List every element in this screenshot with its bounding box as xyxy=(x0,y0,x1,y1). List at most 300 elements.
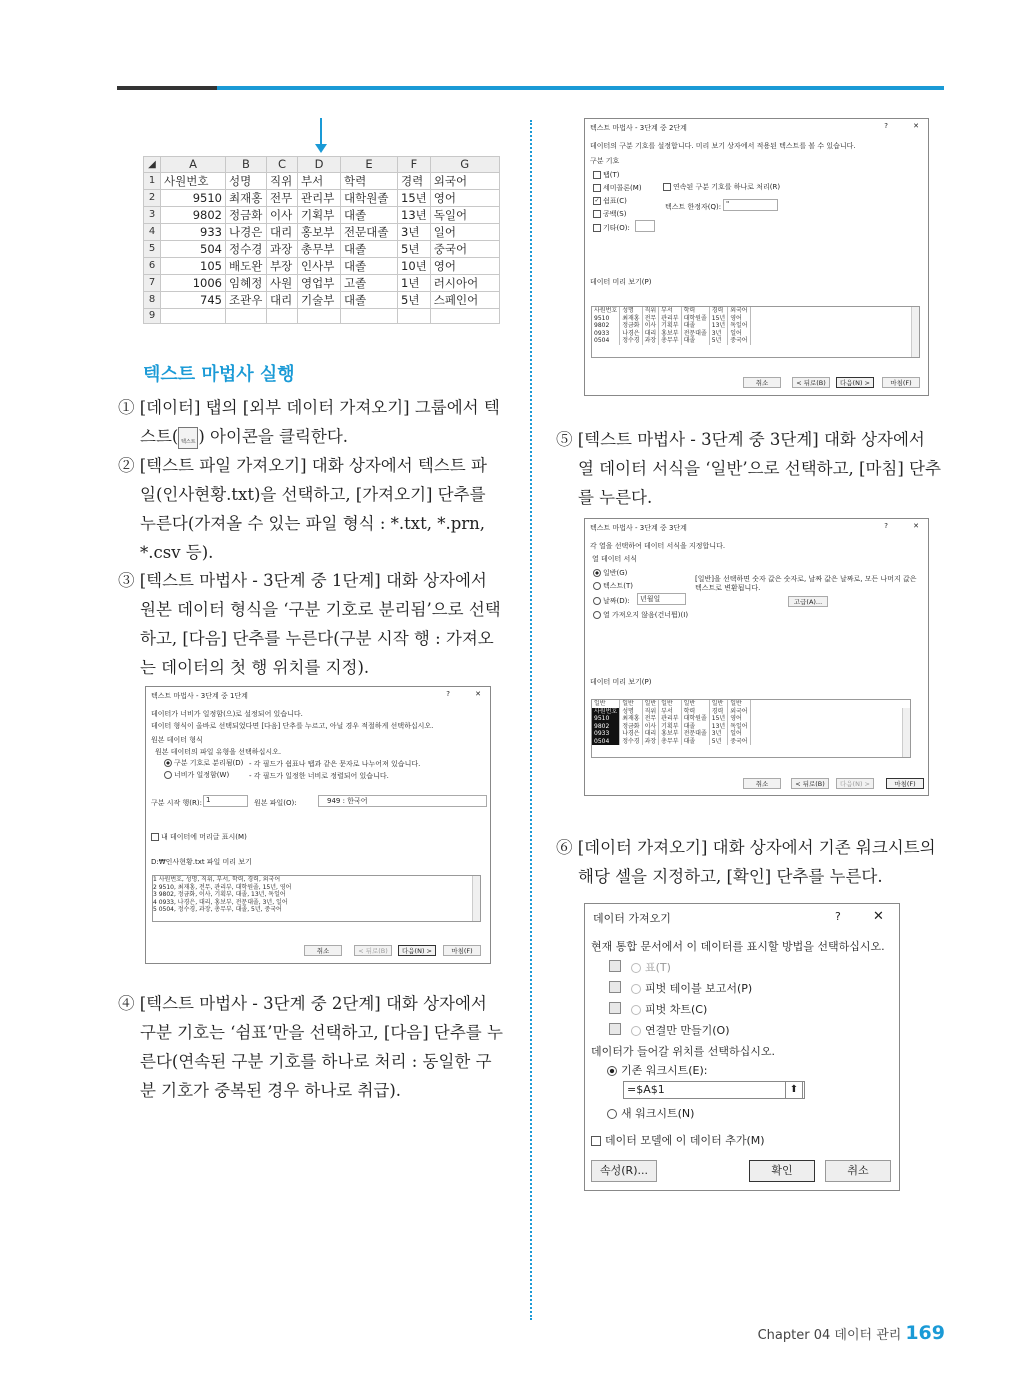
properties-button[interactable]: 속성(R)... xyxy=(591,1160,657,1182)
ok-button[interactable]: 확인 xyxy=(749,1160,815,1182)
step-text: ① [데이터] 탭의 [외부 데이터 가져오기] 그룹에서 텍 xyxy=(118,398,500,417)
back-button[interactable]: < 뒤로(B) xyxy=(354,945,392,956)
preview-cell: 나경은 xyxy=(620,730,642,738)
preview-cell: 기획부 xyxy=(659,723,681,731)
other-input[interactable] xyxy=(635,220,655,232)
preview-cell: 0504 xyxy=(592,337,620,345)
data-model-checkbox[interactable] xyxy=(591,1132,765,1148)
cell[interactable]: 대졸 xyxy=(341,291,398,308)
select-all-corner[interactable]: ◢ xyxy=(144,157,161,173)
cell[interactable]: 3년 xyxy=(398,223,431,240)
checkbox-label: 내 데이터에 머리글 표시(M) xyxy=(161,833,247,841)
advanced-button[interactable]: 고급(A)... xyxy=(788,596,828,607)
other-checkbox[interactable] xyxy=(593,223,630,233)
step-text: 를 누른다. xyxy=(578,488,653,507)
preview-cell: 이사 xyxy=(642,322,659,330)
table-row xyxy=(144,189,500,206)
finish-button[interactable]: 마침(F) xyxy=(886,778,924,789)
down-arrow-icon xyxy=(314,118,328,154)
pivot-chart-radio[interactable] xyxy=(631,1001,707,1017)
preview-label: D:₩인사현황.txt 파일 미리 보기 xyxy=(151,858,252,866)
cell[interactable]: 과장 xyxy=(267,240,298,257)
preview-cell: 직위 xyxy=(642,307,659,315)
cell[interactable]: 사원 xyxy=(267,274,298,291)
column-format-header[interactable]: 일반 xyxy=(592,700,620,708)
origin-select[interactable]: 949 : 한국어 xyxy=(318,795,487,807)
preview-cell: 정금화 xyxy=(620,723,642,731)
cell[interactable]: 총무부 xyxy=(298,240,341,257)
back-button[interactable]: < 뒤로(B) xyxy=(791,778,829,789)
table-row xyxy=(144,206,500,223)
cell[interactable] xyxy=(226,308,267,324)
preview-cell: 영어 xyxy=(728,315,750,323)
cell[interactable]: 대리 xyxy=(267,291,298,308)
preview-cell: 영어 xyxy=(728,715,750,723)
comma-checkbox[interactable] xyxy=(593,196,627,206)
step-text: ⑤ [텍스트 마법사 - 3단계 중 3단계] 대화 상자에서 xyxy=(556,430,925,449)
help-button[interactable]: ? xyxy=(835,910,841,923)
cell[interactable]: 부서 xyxy=(298,172,341,189)
cancel-button[interactable]: 취소 xyxy=(304,945,342,956)
prompt-text: 데이터가 들어갈 위치를 선택하십시오. xyxy=(591,1045,776,1058)
cell[interactable]: 관리부 xyxy=(298,189,341,206)
group-label: 원본 데이터 형식 xyxy=(151,736,203,744)
next-button[interactable]: 다음(N) > xyxy=(836,377,874,388)
preview-cell: 대졸 xyxy=(681,738,709,746)
cell[interactable]: 745 xyxy=(161,291,226,308)
data-preview[interactable] xyxy=(591,306,920,358)
preview-cell: 전문대졸 xyxy=(681,330,709,338)
preview-cell: 정금화 xyxy=(620,322,642,330)
cell[interactable]: 정수경 xyxy=(226,240,267,257)
row-header[interactable]: 3 xyxy=(144,206,161,223)
cell[interactable]: 조관우 xyxy=(226,291,267,308)
dialog-title: 데이터 가져오기 xyxy=(593,912,671,925)
cell[interactable]: 배도완 xyxy=(226,257,267,274)
cell[interactable]: 사원번호 xyxy=(161,172,226,189)
column-format-header[interactable]: 일반 xyxy=(659,700,681,708)
preview-cell: 9802 xyxy=(592,322,620,330)
cell[interactable]: 독일어 xyxy=(430,206,499,223)
checkbox-icon xyxy=(593,171,601,179)
radio-label: 일반(G) xyxy=(603,569,628,577)
table-row xyxy=(144,308,500,324)
column-header[interactable]: F xyxy=(398,157,431,173)
dialog-title: 텍스트 마법사 - 3단계 중 3단계 xyxy=(590,524,687,532)
preview-cell: 일어 xyxy=(728,730,750,738)
cell[interactable]: 영어 xyxy=(430,189,499,206)
checkbox-label: 기타(O): xyxy=(603,224,630,232)
radio-icon xyxy=(631,963,641,973)
date-radio[interactable] xyxy=(593,596,630,606)
data-preview[interactable] xyxy=(591,699,911,758)
cell[interactable]: 9510 xyxy=(161,189,226,206)
page-number: 169 xyxy=(905,1322,945,1344)
table-row xyxy=(144,223,500,240)
preview-cell: 0933 xyxy=(592,730,620,738)
cell[interactable] xyxy=(267,308,298,324)
preview-cell: 경력 xyxy=(709,708,727,716)
table-radio[interactable] xyxy=(631,959,671,975)
radio-icon xyxy=(164,759,172,767)
row-header[interactable]: 1 xyxy=(144,172,161,189)
preview-line: 3 9802, 정금화, 이사, 기획부, 대졸, 13년, 독일어 xyxy=(153,891,286,898)
cell[interactable]: 1년 xyxy=(398,274,431,291)
info-text: - 각 필드가 일정한 너비로 정렬되어 있습니다. xyxy=(249,772,389,780)
preview-cell: 3년 xyxy=(709,730,727,738)
connection-icon xyxy=(609,1023,621,1035)
close-icon[interactable]: ✕ xyxy=(913,522,919,530)
cell[interactable]: 홍보부 xyxy=(298,223,341,240)
qualifier-select[interactable]: " xyxy=(723,199,778,211)
start-row-input[interactable]: 1 xyxy=(203,795,248,807)
preview-cell: 독일어 xyxy=(728,723,750,731)
cancel-button[interactable]: 취소 xyxy=(743,778,781,789)
cell[interactable]: 933 xyxy=(161,223,226,240)
preview-cell: 대학원졸 xyxy=(681,715,709,723)
preview-cell: 외국어 xyxy=(728,307,750,315)
cell[interactable]: 1006 xyxy=(161,274,226,291)
preview-cell: 15년 xyxy=(709,315,727,323)
radio-icon xyxy=(593,582,601,590)
preview-cell: 9510 xyxy=(592,715,620,723)
cell[interactable]: 중국어 xyxy=(430,240,499,257)
radio-icon xyxy=(593,569,601,577)
next-button[interactable]: 다음(N) > xyxy=(836,778,874,789)
cell[interactable]: 기획부 xyxy=(298,206,341,223)
prompt-text: 현재 통합 문서에서 이 데이터를 표시할 방법을 선택하십시오. xyxy=(591,940,885,953)
preview-cell: 대학원졸 xyxy=(681,315,709,323)
dialog-title: 텍스트 마법사 - 3단계 중 2단계 xyxy=(590,124,687,132)
cell[interactable]: 504 xyxy=(161,240,226,257)
preview-cell: 대졸 xyxy=(681,723,709,731)
close-icon[interactable]: ✕ xyxy=(873,909,884,924)
preview-cell: 중국어 xyxy=(728,337,750,345)
cell[interactable]: 영업부 xyxy=(298,274,341,291)
step-text: 분 기호가 중복된 경우 하나로 취급). xyxy=(140,1081,402,1100)
cell[interactable]: 대졸 xyxy=(341,240,398,257)
column-format-header[interactable]: 일반 xyxy=(681,700,709,708)
radio-icon xyxy=(593,611,601,619)
step-6 xyxy=(556,833,951,891)
pivot-table-radio[interactable] xyxy=(631,980,752,996)
cell[interactable]: 부장 xyxy=(267,257,298,274)
step-text: 일(인사현황.txt)을 선택하고, [가져오기] 단추를 xyxy=(140,485,486,504)
preview-cell: 최재홍 xyxy=(620,715,642,723)
step-5 xyxy=(556,425,951,512)
scrollbar[interactable] xyxy=(911,307,919,357)
step-2 xyxy=(118,451,513,567)
preview-cell: 경력 xyxy=(709,307,727,315)
checkbox-icon xyxy=(151,833,159,841)
step-1 xyxy=(118,393,513,451)
step-text: ③ [텍스트 마법사 - 3단계 중 1단계] 대화 상자에서 xyxy=(118,571,487,590)
radio-label: 구분 기호로 분리됨(D) xyxy=(174,759,244,767)
preview-cell: 전무 xyxy=(642,715,659,723)
cell[interactable]: 성명 xyxy=(226,172,267,189)
preview-cell: 성명 xyxy=(620,307,642,315)
preview-cell: 과장 xyxy=(642,337,659,345)
cell[interactable] xyxy=(161,308,226,324)
header-checkbox[interactable] xyxy=(151,832,247,842)
cell[interactable]: 전문대졸 xyxy=(341,223,398,240)
cell[interactable]: 나경은 xyxy=(226,223,267,240)
column-header[interactable]: E xyxy=(341,157,398,173)
cell[interactable]: 10년 xyxy=(398,257,431,274)
info-text: 데이터 형식이 올바로 선택되었다면 [다음] 단추를 누르고, 아닐 경우 적절하게 선택하십시오. xyxy=(151,722,434,730)
finish-button[interactable]: 마침(F) xyxy=(882,377,920,388)
cell[interactable]: 스페인어 xyxy=(430,291,499,308)
cell[interactable] xyxy=(398,308,431,324)
help-button[interactable]: ? xyxy=(446,690,450,698)
row-header[interactable]: 8 xyxy=(144,291,161,308)
preview-cell: 대리 xyxy=(642,730,659,738)
cancel-button[interactable]: 취소 xyxy=(825,1160,891,1182)
help-button[interactable]: ? xyxy=(884,122,888,130)
cell[interactable] xyxy=(430,308,499,324)
preview-cell: 사원번호 xyxy=(592,708,620,716)
finish-button[interactable]: 마침(F) xyxy=(443,945,481,956)
scrollbar[interactable] xyxy=(472,876,480,921)
preview-cell: 사원번호 xyxy=(592,307,620,315)
cell[interactable]: 임혜정 xyxy=(226,274,267,291)
row-header[interactable]: 9 xyxy=(144,308,161,324)
checkbox-icon xyxy=(593,224,601,232)
preview-cell: 최재홍 xyxy=(620,315,642,323)
close-icon[interactable]: ✕ xyxy=(475,690,481,698)
field-label: 원본 파일(O): xyxy=(254,799,297,807)
row-header[interactable]: 4 xyxy=(144,223,161,240)
field-label: 구분 시작 행(R): xyxy=(151,799,202,807)
preview-cell: 총무부 xyxy=(659,337,681,345)
step-text: 열 데이터 서식을 ‘일반’으로 선택하고, [마침] 단추 xyxy=(578,459,941,478)
step-text: 누른다(가져올 수 있는 파일 형식 : *.txt, *.prn, xyxy=(140,514,486,533)
preview-cell: 나경은 xyxy=(620,330,642,338)
checkbox-icon xyxy=(663,183,671,191)
cell[interactable]: 기술부 xyxy=(298,291,341,308)
cell[interactable]: 105 xyxy=(161,257,226,274)
radio-label: 표(T) xyxy=(645,961,671,974)
info-text: 데이터가 너비가 일정함(으)로 설정되어 있습니다. xyxy=(151,710,303,718)
text-wizard-step1-dialog xyxy=(145,686,491,964)
preview-cell: 독일어 xyxy=(728,322,750,330)
radio-label: 열 가져오지 않음(건너뜀)(I) xyxy=(603,611,689,619)
close-icon[interactable]: ✕ xyxy=(913,122,919,130)
cell[interactable]: 학력 xyxy=(341,172,398,189)
column-header[interactable]: B xyxy=(226,157,267,173)
column-header[interactable]: D xyxy=(298,157,341,173)
cell[interactable]: 경력 xyxy=(398,172,431,189)
preview-cell: 기획부 xyxy=(659,322,681,330)
cancel-button[interactable]: 취소 xyxy=(743,377,781,388)
row-header[interactable]: 7 xyxy=(144,274,161,291)
preview-cell: 외국어 xyxy=(728,708,750,716)
fixed-width-radio[interactable] xyxy=(164,770,229,780)
checkbox-label: 세미콜론(M) xyxy=(603,184,642,192)
preview-line: 1 사원번호, 성명, 직위, 부서, 학력, 경력, 외국어 xyxy=(153,876,281,883)
cell[interactable]: 전무 xyxy=(267,189,298,206)
preview-cell: 이사 xyxy=(642,723,659,731)
cell[interactable]: 정금화 xyxy=(226,206,267,223)
cell[interactable] xyxy=(341,308,398,324)
cell[interactable]: 13년 xyxy=(398,206,431,223)
connection-only-radio[interactable] xyxy=(631,1022,730,1038)
cell[interactable]: 15년 xyxy=(398,189,431,206)
column-header[interactable]: G xyxy=(430,157,499,173)
text-radio[interactable] xyxy=(593,581,633,591)
column-header[interactable]: C xyxy=(267,157,298,173)
tab-checkbox[interactable] xyxy=(593,170,620,180)
column-format-header[interactable]: 일반 xyxy=(709,700,727,708)
back-button[interactable]: < 뒤로(B) xyxy=(792,377,830,388)
radio-icon xyxy=(164,771,172,779)
cell[interactable]: 이사 xyxy=(267,206,298,223)
preview-label: 데이터 미리 보기(P) xyxy=(590,278,652,286)
row-header[interactable]: 2 xyxy=(144,189,161,206)
file-preview[interactable] xyxy=(152,875,481,922)
info-text: 각 열을 선택하여 데이터 서식을 지정합니다. xyxy=(590,542,726,550)
preview-cell: 13년 xyxy=(709,322,727,330)
step-4 xyxy=(118,989,513,1105)
cell[interactable]: 고졸 xyxy=(341,274,398,291)
page-footer xyxy=(758,1322,945,1344)
space-checkbox[interactable] xyxy=(593,209,626,219)
preview-cell: 9510 xyxy=(592,315,620,323)
text-wizard-step3-dialog xyxy=(584,518,929,796)
import-data-dialog xyxy=(584,903,900,1191)
preview-cell: 과장 xyxy=(642,738,659,746)
new-sheet-radio[interactable] xyxy=(607,1105,694,1121)
preview-cell: 성명 xyxy=(620,708,642,716)
general-radio[interactable] xyxy=(593,568,627,578)
preview-cell: 정수경 xyxy=(620,738,642,746)
cell[interactable]: 대졸 xyxy=(341,257,398,274)
column-header[interactable]: A xyxy=(161,157,226,173)
preview-cell: 관리부 xyxy=(659,315,681,323)
row-header[interactable]: 6 xyxy=(144,257,161,274)
semicolon-checkbox[interactable] xyxy=(593,183,642,193)
step-text: *.csv 등). xyxy=(140,543,214,562)
preview-cell: 대졸 xyxy=(681,337,709,345)
radio-icon xyxy=(631,984,641,994)
existing-sheet-radio[interactable] xyxy=(607,1062,708,1078)
checkbox-icon xyxy=(593,210,601,218)
cell[interactable]: 외국어 xyxy=(430,172,499,189)
delimited-radio[interactable] xyxy=(164,758,243,768)
radio-icon xyxy=(631,1026,641,1036)
radio-icon xyxy=(607,1066,617,1076)
consecutive-checkbox[interactable] xyxy=(663,182,780,192)
checkbox-label: 연속된 구분 기호를 하나로 처리(R) xyxy=(673,183,781,191)
preview-cell: 0933 xyxy=(592,330,620,338)
preview-cell: 정수경 xyxy=(620,337,642,345)
cell[interactable]: 5년 xyxy=(398,240,431,257)
column-format-header[interactable]: 일반 xyxy=(642,700,659,708)
preview-table xyxy=(592,700,751,745)
info-text: - 각 필드가 쉼표나 탭과 같은 문자로 나누어져 있습니다. xyxy=(249,760,421,768)
preview-line: 5 0504, 정수경, 과장, 총무부, 대졸, 5년, 중국어 xyxy=(153,906,282,913)
radio-label: 피벗 테이블 보고서(P) xyxy=(645,982,753,995)
cell[interactable]: 직위 xyxy=(267,172,298,189)
preview-cell: 관리부 xyxy=(659,715,681,723)
header-rule-dark xyxy=(117,86,217,90)
next-button[interactable]: 다음(N) > xyxy=(398,945,436,956)
preview-cell: 3년 xyxy=(709,330,727,338)
step-text: 구분 기호는 ‘쉼표’만을 선택하고, [다음] 단추를 누 xyxy=(140,1023,503,1042)
step-text: 는 데이터의 첫 행 위치를 지정). xyxy=(140,658,370,677)
row-header[interactable]: 5 xyxy=(144,240,161,257)
radio-icon xyxy=(593,597,601,605)
dialog-title: 텍스트 마법사 - 3단계 중 1단계 xyxy=(151,692,248,700)
cell[interactable]: 영어 xyxy=(430,257,499,274)
step-text: 원본 데이터 형식을 ‘구분 기호로 분리됨’으로 선택 xyxy=(140,600,501,619)
preview-cell: 직위 xyxy=(642,708,659,716)
date-format-select[interactable]: 년월일 xyxy=(637,593,686,605)
cell[interactable]: 인사부 xyxy=(298,257,341,274)
step-text: ⑥ [데이터 가져오기] 대화 상자에서 기존 워크시트의 xyxy=(556,838,936,857)
step-text: 스트( xyxy=(140,427,179,446)
cell[interactable] xyxy=(298,308,341,324)
cell[interactable]: 최재홍 xyxy=(226,189,267,206)
column-divider xyxy=(530,120,532,1320)
group-label: 열 데이터 서식 xyxy=(592,555,638,563)
step-text: ) 아이콘을 클릭한다. xyxy=(198,427,349,446)
step-text: ④ [텍스트 마법사 - 3단계 중 2단계] 대화 상자에서 xyxy=(118,994,487,1013)
field-label: 텍스트 한정자(Q): xyxy=(665,203,722,211)
preview-table xyxy=(592,307,751,345)
radio-label: 새 워크시트(N) xyxy=(621,1107,695,1120)
preview-line: 4 0933, 나경은, 대리, 홍보부, 전문대졸, 3년, 일어 xyxy=(153,898,288,906)
cell[interactable]: 대학원졸 xyxy=(341,189,398,206)
info-text: [일반]을 선택하면 숫자 값은 숫자로, 날짜 값은 날짜로, 모든 나머지 값은 텍스트로 변환됩니다. xyxy=(695,575,917,592)
collapse-dialog-icon[interactable]: ⬆ xyxy=(785,1081,803,1099)
table-row xyxy=(144,274,500,291)
cell[interactable]: 5년 xyxy=(398,291,431,308)
radio-label: 연결만 만들기(O) xyxy=(645,1024,730,1037)
radio-label: 피벗 차트(C) xyxy=(645,1003,708,1016)
radio-icon xyxy=(631,1005,641,1015)
cell[interactable]: 9802 xyxy=(161,206,226,223)
cell-reference-input[interactable]: =$A$1 xyxy=(623,1081,805,1099)
table-row xyxy=(144,172,500,189)
scrollbar[interactable] xyxy=(902,708,910,757)
checkbox-icon xyxy=(593,184,601,192)
radio-label: 텍스트(T) xyxy=(603,582,634,590)
cell[interactable]: 대리 xyxy=(267,223,298,240)
header-rule-blue xyxy=(217,86,944,90)
step-text: ② [텍스트 파일 가져오기] 대화 상자에서 텍스트 파 xyxy=(118,456,487,475)
preview-cell: 일어 xyxy=(728,330,750,338)
table-row xyxy=(144,240,500,257)
preview-label: 데이터 미리 보기(P) xyxy=(590,678,652,686)
help-button[interactable]: ? xyxy=(884,522,888,530)
preview-line: 2 9510, 최재홍, 전무, 관리부, 대학원졸, 15년, 영어 xyxy=(153,883,292,891)
preview-cell: 5년 xyxy=(709,337,727,345)
preview-cell: 전무 xyxy=(642,315,659,323)
column-format-header[interactable]: 일반 xyxy=(728,700,750,708)
cell[interactable]: 대졸 xyxy=(341,206,398,223)
skip-radio[interactable] xyxy=(593,610,688,620)
preview-cell: 학력 xyxy=(681,307,709,315)
table-icon xyxy=(609,960,621,972)
cell[interactable]: 러시아어 xyxy=(430,274,499,291)
preview-cell: 부서 xyxy=(659,307,681,315)
column-format-header[interactable]: 일반 xyxy=(620,700,642,708)
preview-cell: 학력 xyxy=(681,708,709,716)
radio-icon xyxy=(607,1109,617,1119)
cell[interactable]: 일어 xyxy=(430,223,499,240)
step-text: 해당 셀을 지정하고, [확인] 단추를 누른다. xyxy=(578,867,883,886)
